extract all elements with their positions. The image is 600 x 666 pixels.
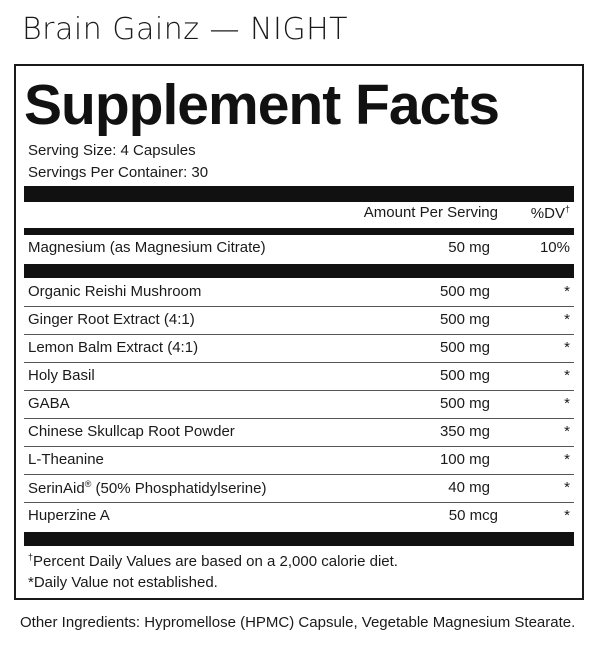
ingredient-amount: 100 mg bbox=[439, 451, 490, 468]
ingredient-dv: * bbox=[564, 311, 570, 328]
ingredient-dv: * bbox=[564, 339, 570, 356]
ingredient-name: GABA bbox=[28, 395, 70, 412]
nutrient-row-magnesium bbox=[24, 235, 574, 262]
ingredient-name: Ginger Root Extract (4:1) bbox=[28, 311, 195, 328]
ingredient-name: SerinAid® (50% Phosphatidylserine) bbox=[28, 479, 267, 497]
ingredient-amount: 500 mg bbox=[439, 311, 490, 328]
ingredient-name: Organic Reishi Mushroom bbox=[28, 283, 202, 300]
ingredient-dv: * bbox=[564, 451, 570, 468]
nutrient-name: Magnesium (as Magnesium Citrate) bbox=[28, 239, 266, 256]
ingredient-row bbox=[24, 335, 574, 363]
supplement-facts-heading: Supplement Facts bbox=[24, 73, 499, 137]
ingredient-row bbox=[24, 419, 574, 447]
footnote-daily-values: †Percent Daily Values are based on a 2,000 calorie diet. bbox=[28, 552, 398, 570]
footnote-not-established: *Daily Value not established. bbox=[28, 574, 218, 591]
ingredient-dv: * bbox=[564, 283, 570, 300]
ingredient-dv: * bbox=[564, 423, 570, 440]
ingredient-row bbox=[24, 279, 574, 307]
serving-size: Serving Size: 4 Capsules bbox=[28, 142, 196, 159]
nutrient-dv: 10% bbox=[539, 239, 570, 256]
servings-per-container: Servings Per Container: 30 bbox=[28, 164, 209, 181]
ingredient-dv: * bbox=[564, 395, 570, 412]
ingredient-row bbox=[24, 307, 574, 335]
nutrient-amount: 50 mg bbox=[448, 239, 490, 256]
ingredient-dv: * bbox=[564, 507, 570, 524]
ingredient-name: Holy Basil bbox=[28, 367, 95, 384]
ingredient-amount: 500 mg bbox=[439, 283, 490, 300]
ingredient-dv: * bbox=[564, 479, 570, 496]
dv-header: %DV† bbox=[530, 204, 570, 222]
ingredient-name: L-Theanine bbox=[28, 451, 104, 468]
medium-rule bbox=[24, 228, 574, 235]
ingredient-amount: 500 mg bbox=[439, 339, 490, 356]
thick-rule-middle bbox=[24, 264, 574, 278]
ingredient-dv: * bbox=[564, 367, 570, 384]
ingredient-amount: 40 mg bbox=[448, 479, 490, 496]
ingredient-amount: 500 mg bbox=[439, 367, 490, 384]
thick-rule-top bbox=[24, 186, 574, 202]
ingredient-row bbox=[24, 475, 574, 503]
ingredient-row bbox=[24, 363, 574, 391]
amount-per-serving-header: Amount Per Serving bbox=[363, 204, 498, 221]
ingredient-row bbox=[24, 447, 574, 475]
other-ingredients: Other Ingredients: Hypromellose (HPMC) Capsule, Vegetable Magnesium Stearate. bbox=[20, 614, 576, 631]
product-title: Brain Gainz — NIGHT bbox=[22, 12, 348, 47]
supplement-facts-panel bbox=[14, 64, 584, 600]
thick-rule-bottom bbox=[24, 532, 574, 546]
ingredient-amount: 50 mcg bbox=[448, 507, 498, 524]
ingredient-amount: 500 mg bbox=[439, 395, 490, 412]
ingredient-row bbox=[24, 503, 574, 530]
ingredient-row bbox=[24, 391, 574, 419]
ingredient-amount: 350 mg bbox=[439, 423, 490, 440]
ingredient-name: Lemon Balm Extract (4:1) bbox=[28, 339, 199, 356]
ingredient-name: Huperzine A bbox=[28, 507, 110, 524]
ingredient-name: Chinese Skullcap Root Powder bbox=[28, 423, 235, 440]
